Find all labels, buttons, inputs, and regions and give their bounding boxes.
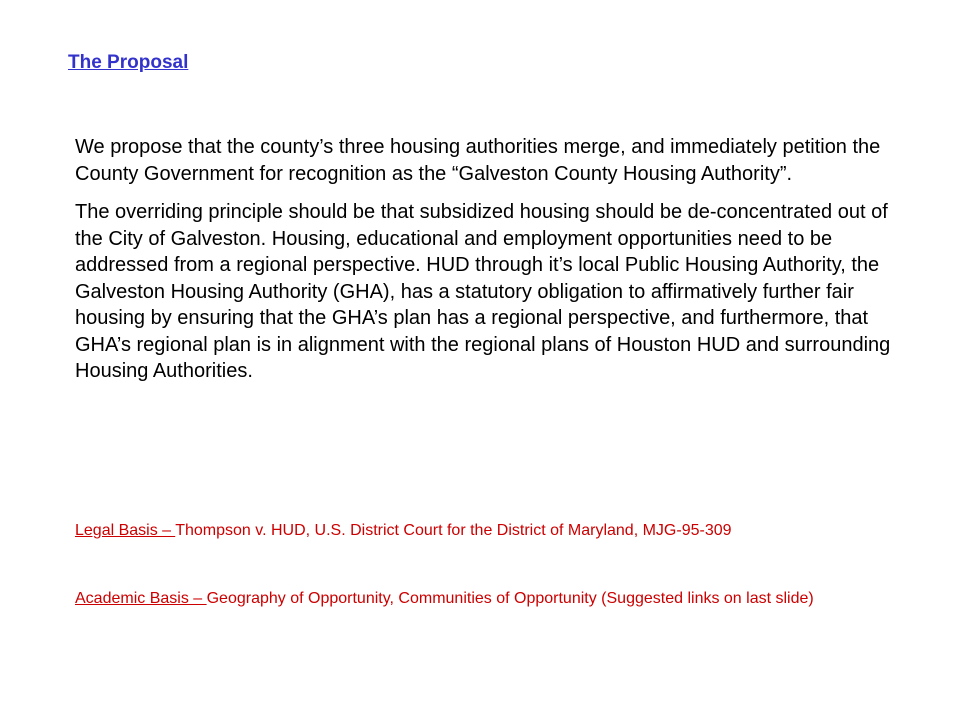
academic-basis	[75, 588, 895, 610]
proposal-paragraph-principle: The overriding principle should be that subsidized housing should be de-concentrated out of the City of Galveston. Housing, educational and employment opportunities need to be addressed from a regional perspective. HUD through it’s local Public Housing Authority, the Galveston Housing Authority (GHA), has a statutory obligation to affirmatively further fair housing by ensuring that the GHA’s plan has a regional perspective, and furthermore, that GHA’s regional plan is in alignment with the regional plans of Houston HUD and surrounding Housing Authorities.	[75, 201, 891, 382]
legal-basis-text: Thompson v. HUD, U.S. District Court for the District of Maryland, MJG-95-309	[175, 522, 732, 539]
legal-basis	[75, 520, 895, 542]
proposal-body	[75, 134, 895, 397]
slide-title: The Proposal	[68, 52, 189, 73]
academic-basis-text: Geography of Opportunity, Communities of Opportunity (Suggested links on last slide)	[206, 590, 814, 607]
academic-basis-label: Academic Basis –	[75, 590, 207, 607]
proposal-paragraph-merge: We propose that the county’s three housing authorities merge, and immediately petition the County Government for recognition as the “Galveston County Housing Authority”.	[75, 136, 881, 185]
legal-basis-label: Legal Basis –	[75, 522, 176, 539]
